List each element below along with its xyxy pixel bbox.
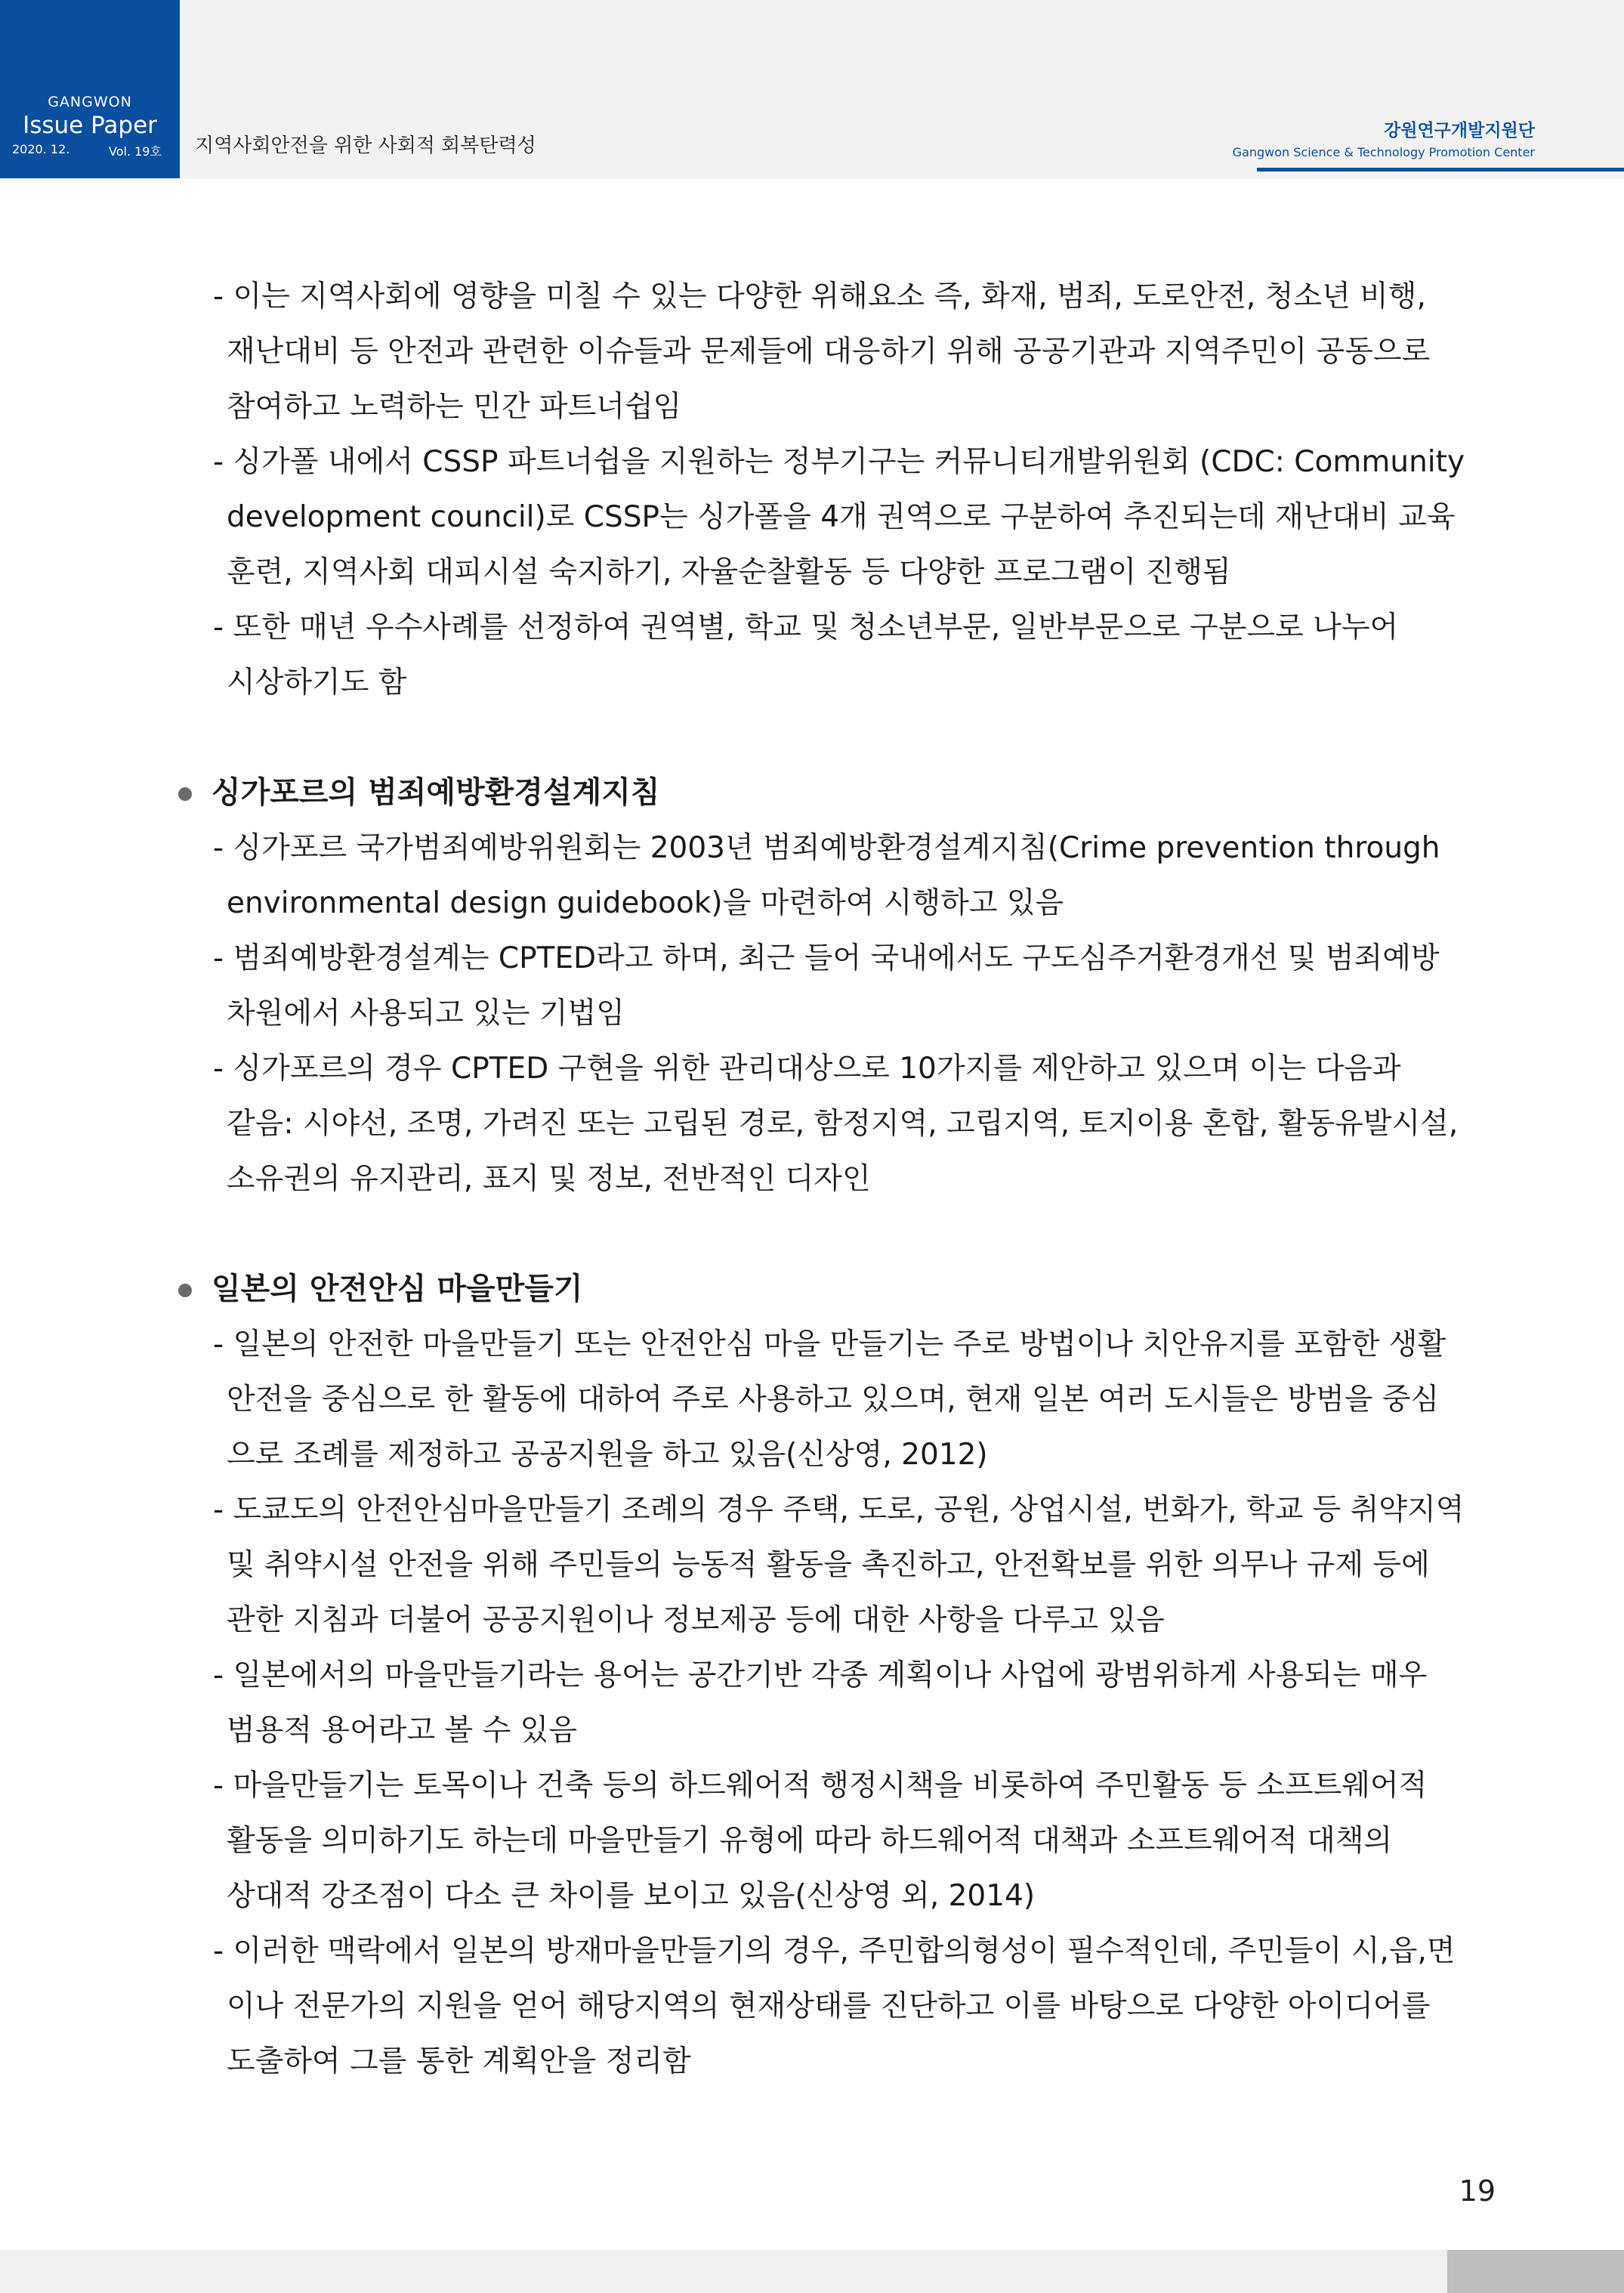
text-line: 안전을 중심으로 한 활동에 대하여 주로 사용하고 있으며, 현재 일본 여러 도시들은 방범을 중심 <box>227 1383 1440 1417</box>
section-heading <box>172 1262 1456 1317</box>
list-item <box>172 434 1465 600</box>
list-item <box>172 931 1456 1041</box>
text-line: - 싱가포르의 경우 CPTED 구현을 위한 관리대상으로 10가지를 제안하고 있으며 이는 다음과 <box>213 1052 1401 1086</box>
section-heading-text: 일본의 안전안심 마을만들기 <box>211 1272 583 1306</box>
list-item <box>172 1317 1456 1482</box>
text-line: 재난대비 등 안전과 관련한 이슈들과 문제들에 대응하기 위해 공공기관과 지역주민이 공동으로 <box>227 335 1431 369</box>
text-line: 활동을 의미하기도 하는데 마을만들기 유형에 따라 하드웨어적 대책과 소프트웨어적 대책의 <box>227 1824 1393 1858</box>
text-line: 관한 지침과 더불어 공공지원이나 정보제공 등에 대한 사항을 다루고 있음 <box>227 1603 1165 1637</box>
issue-date: 2020. 12. <box>12 142 70 156</box>
issue-volume: Vol. 19호 <box>109 144 162 159</box>
bullet-icon <box>178 1284 192 1297</box>
text-line: 으로 조례를 제정하고 공공지원을 하고 있음(신상영, 2012) <box>227 1438 988 1472</box>
section-heading <box>172 765 1456 820</box>
text-line: - 일본에서의 마을만들기라는 용어는 공간기반 각종 계획이나 사업에 광범위하게 사용되는 매우 <box>213 1658 1428 1692</box>
text-line: - 마을만들기는 토목이나 건축 등의 하드웨어적 행정시책을 비롯하여 주민활동 등 소프트웨어적 <box>213 1769 1428 1803</box>
section-japan-safe-town <box>172 1262 1465 2089</box>
text-line: - 일본의 안전한 마을만들기 또는 안전안심 마을 만들기는 주로 방법이나 치안유지를 포함한 생활 <box>213 1327 1446 1361</box>
text-line: 도출하여 그를 통한 계획안을 정리함 <box>227 2044 691 2078</box>
text-line: - 싱가포르 국가범죄예방위원회는 2003년 범죄예방환경설계지침(Crime prevention through <box>213 831 1440 865</box>
list-item <box>172 820 1456 931</box>
text-line: 차원에서 사용되고 있는 기법임 <box>227 997 625 1031</box>
list-item <box>172 1041 1459 1207</box>
text-line: - 이러한 맥락에서 일본의 방재마을만들기의 경우, 주민합의형성이 필수적인데, 주민들이 시,읍,면 <box>213 1934 1456 1968</box>
text-line: environmental design guidebook)을 마련하여 시행하고 있음 <box>227 886 1064 920</box>
text-line: 소유권의 유지관리, 표지 및 정보, 전반적인 디자인 <box>227 1162 871 1196</box>
list-item <box>172 1648 1456 1758</box>
text-line: 훈련, 지역사회 대피시설 숙지하기, 자율순찰활동 등 다양한 프로그램이 진행됨 <box>227 555 1231 589</box>
text-line: - 도쿄도의 안전안심마을만들기 조례의 경우 주택, 도로, 공원, 상업시설, 번화가, 학교 등 취약지역 <box>213 1493 1465 1527</box>
list-item <box>172 269 1456 434</box>
list-item <box>172 1482 1465 1648</box>
header-accent-line <box>1257 168 1624 172</box>
text-line: 시상하기도 함 <box>227 666 407 700</box>
document-title: 지역사회안전을 위한 사회적 회복탄력성 <box>195 134 536 157</box>
footer-bar <box>0 2250 1447 2293</box>
text-line: - 범죄예방환경설계는 CPTED라고 하며, 최근 들어 국내에서도 구도심주거환경개선 및 범죄예방 <box>213 941 1440 975</box>
text-line: 상대적 강조점이 다소 큰 차이를 보이고 있음(신상영 외, 2014) <box>227 1879 1036 1913</box>
list-item <box>172 1924 1456 2089</box>
organization-name-korean: 강원연구개발지원단 <box>1384 121 1535 141</box>
text-line: - 또한 매년 우수사례를 선정하여 권역별, 학교 및 청소년부문, 일반부문으로 구분으로 나누어 <box>213 610 1399 644</box>
text-line: 범용적 용어라고 볼 수 있음 <box>227 1714 578 1748</box>
text-line: 이나 전문가의 지원을 얻어 해당지역의 현재상태를 진단하고 이를 바탕으로 다양한 아이디어를 <box>227 1989 1431 2023</box>
spacer <box>172 1207 1456 1262</box>
spacer <box>172 710 1456 765</box>
list-item <box>172 600 1456 710</box>
section-heading-text: 싱가포르의 범죄예방환경설계지침 <box>211 775 660 810</box>
main-content <box>172 269 1465 2089</box>
text-line: - 싱가폴 내에서 CSSP 파트너쉽을 지원하는 정부기구는 커뮤니티개발위원회 (CDC: Community <box>213 445 1465 479</box>
text-line: 참여하고 노력하는 민간 파트너쉽임 <box>227 390 682 424</box>
page-number: 19 <box>1459 2174 1496 2208</box>
footer-accent-block <box>1447 2250 1624 2293</box>
brand-block <box>0 0 180 178</box>
organization-name-english: Gangwon Science & Technology Promotion Center <box>1232 145 1535 159</box>
brand-gangwon: GANGWON <box>48 94 132 110</box>
text-line: - 이는 지역사회에 영향을 미칠 수 있는 다양한 위해요소 즉, 화재, 범죄, 도로안전, 청소년 비행, <box>213 280 1426 314</box>
text-line: development council)로 CSSP는 싱가폴을 4개 권역으로 구분하여 추진되는데 재난대비 교육 <box>227 500 1456 534</box>
page-header <box>0 0 1624 178</box>
bullet-icon <box>178 787 192 801</box>
list-item <box>172 1758 1456 1924</box>
text-line: 같음: 시야선, 조명, 가려진 또는 고립된 경로, 함정지역, 고립지역, 토지이용 혼합, 활동유발시설, <box>227 1107 1459 1141</box>
section-singapore-cpted <box>172 765 1459 1207</box>
brand-issue-paper: Issue Paper <box>23 112 157 139</box>
text-line: 및 취약시설 안전을 위해 주민들의 능동적 활동을 촉진하고, 안전확보를 위한 의무나 규제 등에 <box>227 1548 1430 1582</box>
